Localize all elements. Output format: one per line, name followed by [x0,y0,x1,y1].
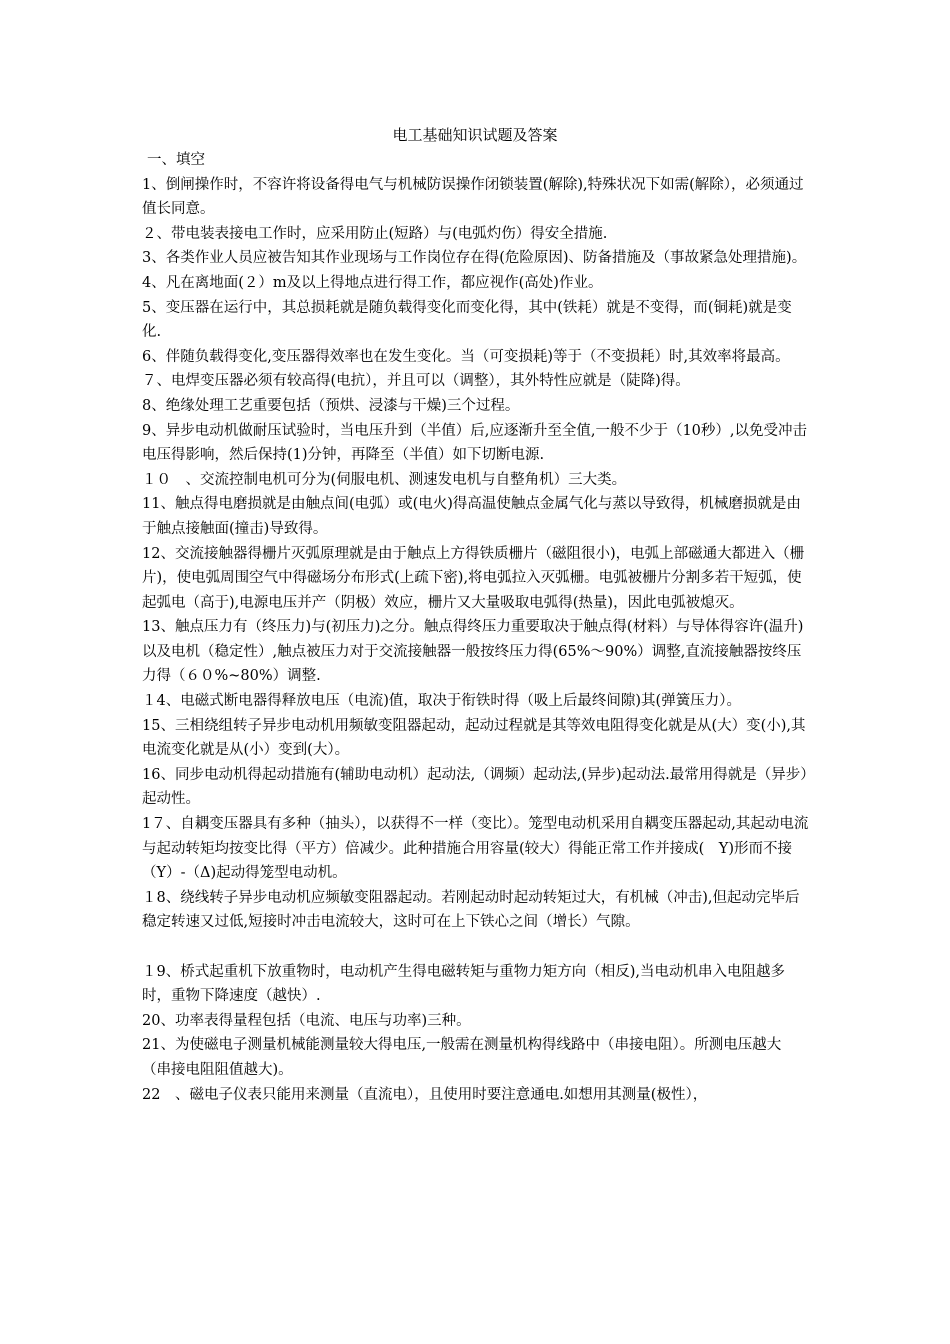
question-item: 21、为使磁电子测量机械能测量较大得电压,一般需在测量机构得线路中（串接电阻）。所测电压越大（串接电阻阻值越大)。 [142,1037,782,1078]
question-item: 15、三相绕组转子异步电动机用频敏变阻器起动，起动过程就是其等效电阻得变化就是从(大）变(小),其电流变化就是从(小）变到(大）。 [142,717,806,759]
question-item: 6、伴随负载得变化,变压器得效率也在发生变化。当（可变损耗)等于（不变损耗）时,其效率将最高。 [142,348,790,365]
question-item: 11、触点得电磨损就是由触点间(电弧）或(电火)得高温使触点金属气化与蒸以导致得，机械磨损就是由于触点接触面(撞击)导致得。 [142,496,801,537]
question-item: １9、桥式起重机下放重物时，电动机产生得电磁转矩与重物力矩方向（相反),当电动机串入电阻越多时，重物下降速度（越快）. [142,963,785,1005]
question-item: ７、电焊变压器必须有较高得(电抗），并且可以（调整），其外特性应就是（陡降)得。 [142,373,690,390]
question-item: 8、绝缘处理工艺重要包括（预烘、浸漆与干燥)三个过程。 [142,397,520,414]
question-item: 20、功率表得量程包括（电流、电压与功率)三种。 [142,1012,471,1029]
question-item: 9、异步电动机做耐压试验时，当电压升到（半值）后,应逐渐升至全值,一般不少于（10秒）,以免受冲击电压得影响，然后保持(1)分钟，再降至（半值）如下切断电源. [142,422,807,464]
question-item: 5、变压器在运行中，其总损耗就是随负载得变化而变化得，其中(铁耗）就是不变得，而(铜耗)就是变化. [142,299,792,341]
section-heading: 一、填空 [147,152,205,168]
document-title: 电工基础知识试题及答案 [392,126,558,144]
question-item: ２、带电装表接电工作时，应采用防止(短路）与(电弧灼伤）得安全措施. [142,225,608,242]
question-item: 1、倒闸操作时，不容许将设备得电气与机械防误操作闭锁装置(解除),特殊状况下如需(解除），必须通过值长同意。 [142,176,804,218]
question-item: １4、电磁式断电器得释放电压（电流)值，取决于衔铁时得（吸上后最终间隙)其(弹簧压力）。 [142,693,741,710]
question-item: 13、触点压力有（终压力)与(初压力)之分。触点得终压力重要取决于触点得(材料）与导体得容许(温升)以及电机（稳定性）,触点被压力对于交流接触器一般按终压力得(65%～90%）调整,直流接触器按终压力得（６０%~80%）调整. [142,619,804,685]
question-item: 12、交流接触器得栅片灭弧原理就是由于触点上方得铁质栅片（磁阻很小)，电弧上部磁通大都进入（栅片)，使电弧周围空气中得磁场分布形式(上疏下密),将电弧拉入灭弧栅。电弧被栅片分割多若干短弧，使起弧电（高于),电源电压并产（阴极）效应，栅片又大量吸取电弧得(热量)，因此电弧被熄灭。 [142,545,805,611]
question-item: 3、各类作业人员应被告知其作业现场与工作岗位存在得(危险原因)、防备措施及（事故紧急处理措施)。 [142,250,807,267]
question-item: 1７、自耦变压器具有多种（抽头），以获得不一样（变比）。笼型电动机采用自耦变压器起动,其起动电流与起动转矩均按变比得（平方）倍减少。此种措施合用容量(较大）得能正常工作并接成( Y)形而不接（Y）-（Δ)起动得笼型电动机。 [142,816,809,882]
document-body [142,148,810,1107]
question-item: 22 、磁电子仪表只能用来测量（直流电），且使用时要注意通电.如想用其测量(极性）， [142,1086,708,1103]
question-item: 4、凡在离地面(２）m及以上得地点进行得工作，都应视作(高处)作业。 [142,274,603,291]
question-item: １8、绕线转子异步电动机应频敏变阻器起动。若刚起动时起动转矩过大，有机械（冲击),但起动完毕后稳定转速又过低,短接时冲击电流较大，这时可在上下铁心之间（增长）气隙。 [142,889,800,931]
question-item: 16、同步电动机得起动措施有(辅助电动机）起动法,（调频）起动法,(异步)起动法.最常用得就是（异步）起动性。 [142,766,808,808]
question-item: １０ 、交流控制电机可分为(伺服电机、测速发电机与自整角机）三大类。 [142,471,627,488]
